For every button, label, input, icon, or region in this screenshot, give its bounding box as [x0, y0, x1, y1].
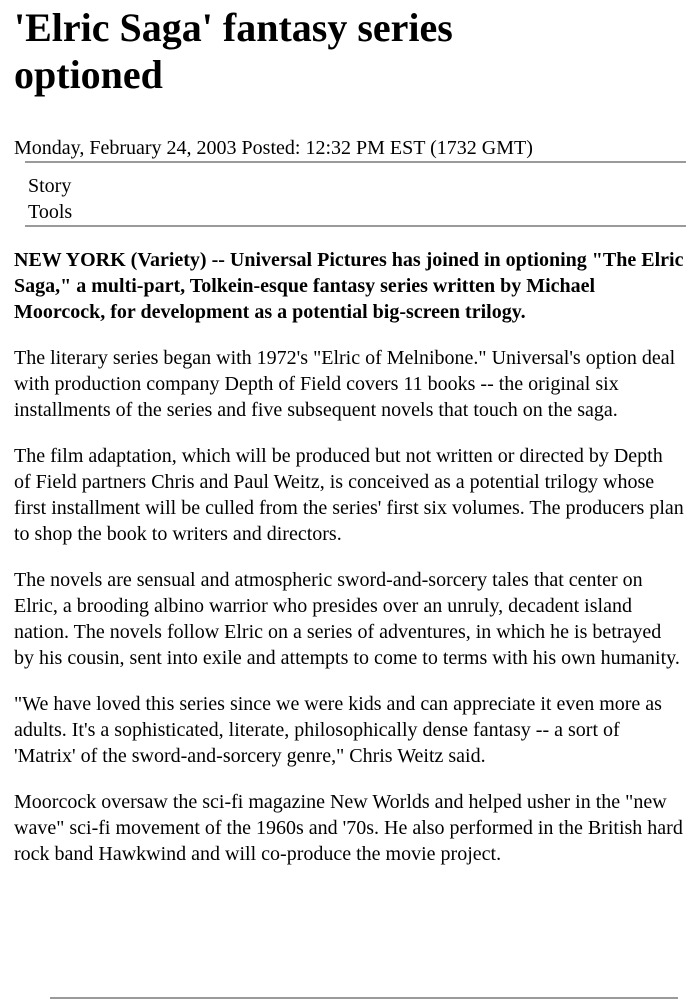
- divider-below-tools: [25, 225, 686, 227]
- story-tools: [28, 173, 684, 225]
- headline-line-2: optioned: [14, 52, 163, 97]
- paragraph-3: The novels are sensual and atmospheric sword-and-sorcery tales that center on Elric, a brooding albino warrior who presides over an unruly, decadent island nation. The novels follow Elric on a series of adventures, in which he is betrayed by his cousin, sent into exile and attempts to come to terms with his own humanity.: [14, 569, 680, 669]
- paragraph-5: Moorcock oversaw the sci-fi magazine New Worlds and helped usher in the "new wave" sci-fi movement of the 1960s and '70s. He also performed in the British hard rock band Hawkwind and will co-produce the movie project.: [14, 791, 683, 865]
- lead-paragraph: NEW YORK (Variety) -- Universal Pictures has joined in optioning "The Elric Saga," a multi-part, Tolkein-esque fantasy series written by Michael Moorcock, for development as a potential big-screen trilogy.: [14, 249, 684, 323]
- divider-bottom: [50, 997, 678, 999]
- divider-top: [25, 161, 686, 163]
- dateline: Monday, February 24, 2003 Posted: 12:32 PM EST (1732 GMT): [14, 137, 533, 159]
- story-tools-label-line-2: Tools: [28, 201, 73, 223]
- story-tools-label-line-1: Story: [28, 175, 72, 197]
- paragraph-4: "We have loved this series since we were kids and can appreciate it even more as adults. It's a sophisticated, literate, philosophically dense fantasy -- a sort of 'Matrix' of the sword-and-sorcery genre," Chris Weitz said.: [14, 693, 662, 767]
- paragraph-2: The film adaptation, which will be produced but not written or directed by Depth of Field partners Chris and Paul Weitz, is conceived as a potential trilogy whose first installment will be culled from the series' first six volumes. The producers plan to shop the book to writers and directors.: [14, 445, 684, 545]
- paragraph-1: The literary series began with 1972's "Elric of Melnibone." Universal's option deal with production company Depth of Field covers 11 books -- the original six installments of the series and five subsequent novels that touch on the saga.: [14, 347, 676, 421]
- headline-line-1: 'Elric Saga' fantasy series: [14, 5, 453, 50]
- page-title: [14, 4, 680, 98]
